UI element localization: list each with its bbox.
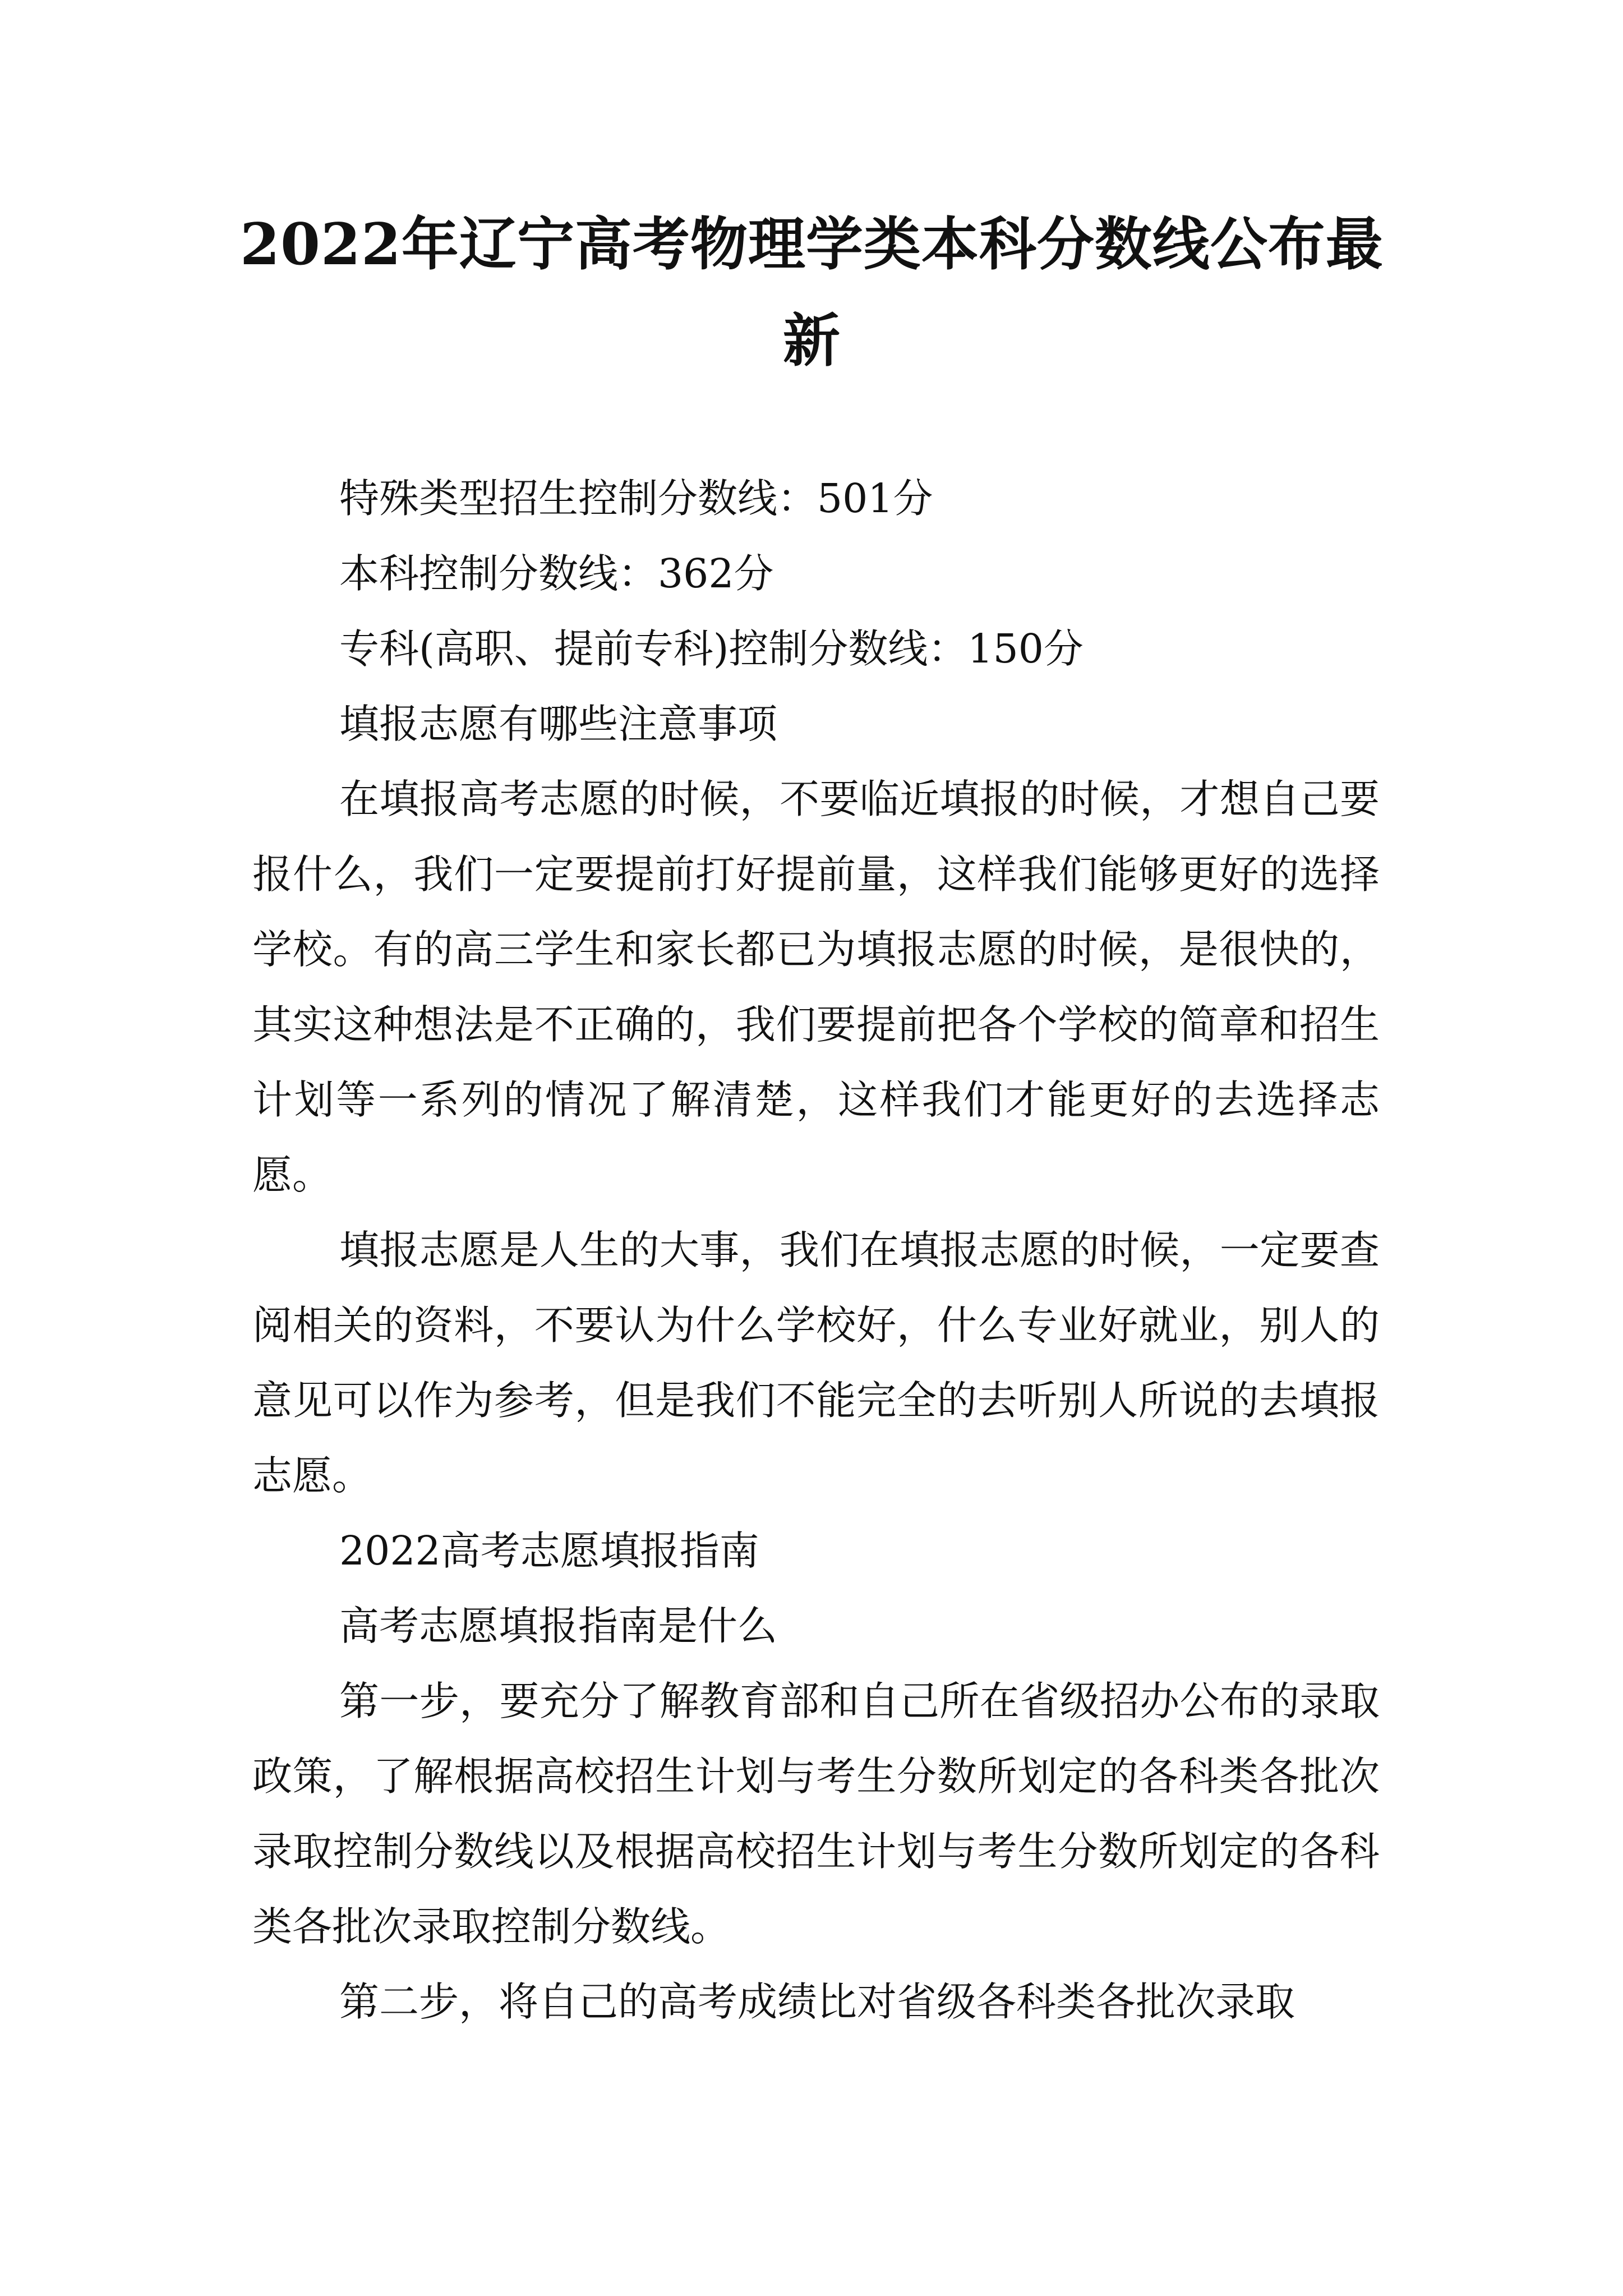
paragraph-guide-title: 2022高考志愿填报指南 <box>339 1527 759 1574</box>
paragraph-undergraduate-cutoff: 本科控制分数线：362分 <box>339 550 774 597</box>
paragraph-advice-early-preparation: 在填报高考志愿的时候，不要临近填报的时候，才想自己要报什么，我们一定要提前打好提前量，这样我们能够更好的选择学校。有的高三学生和家长都已为填报志愿的时候，是很快的，其实这种想法是不正确的，我们要提前把各个学校的简章和招生计划等一系列的情况了解清楚，这样我们才能更好的去选择志愿。 <box>252 776 1380 1198</box>
paragraph-step-two: 第二步，将自己的高考成绩比对省级各科类各批次录取 <box>339 1978 1295 2025</box>
paragraph-step-one: 第一步，要充分了解教育部和自己所在省级招办公布的录取政策，了解根据高校招生计划与考生分数所划定的各科类各批次录取控制分数线以及根据高校招生计划与考生分数所划定的各科类各批次录取控制分数线。 <box>252 1678 1380 1950</box>
document-body <box>252 461 1380 2040</box>
document-title: 2022年辽宁高考物理学类本科分数线公布最新 <box>240 211 1384 375</box>
paragraph-special-cutoff: 特殊类型招生控制分数线：501分 <box>339 475 933 522</box>
paragraph-advice-research: 填报志愿是人生的大事，我们在填报志愿的时候，一定要查阅相关的资料，不要认为什么学校好，什么专业好就业，别人的意见可以作为参考，但是我们不能完全的去听别人所说的去填报志愿。 <box>252 1227 1380 1499</box>
paragraph-notes-heading: 填报志愿有哪些注意事项 <box>339 701 778 747</box>
paragraph-guide-question: 高考志愿填报指南是什么 <box>339 1603 778 1649</box>
paragraph-vocational-cutoff: 专科(高职、提前专科)控制分数线：150分 <box>339 625 1083 672</box>
